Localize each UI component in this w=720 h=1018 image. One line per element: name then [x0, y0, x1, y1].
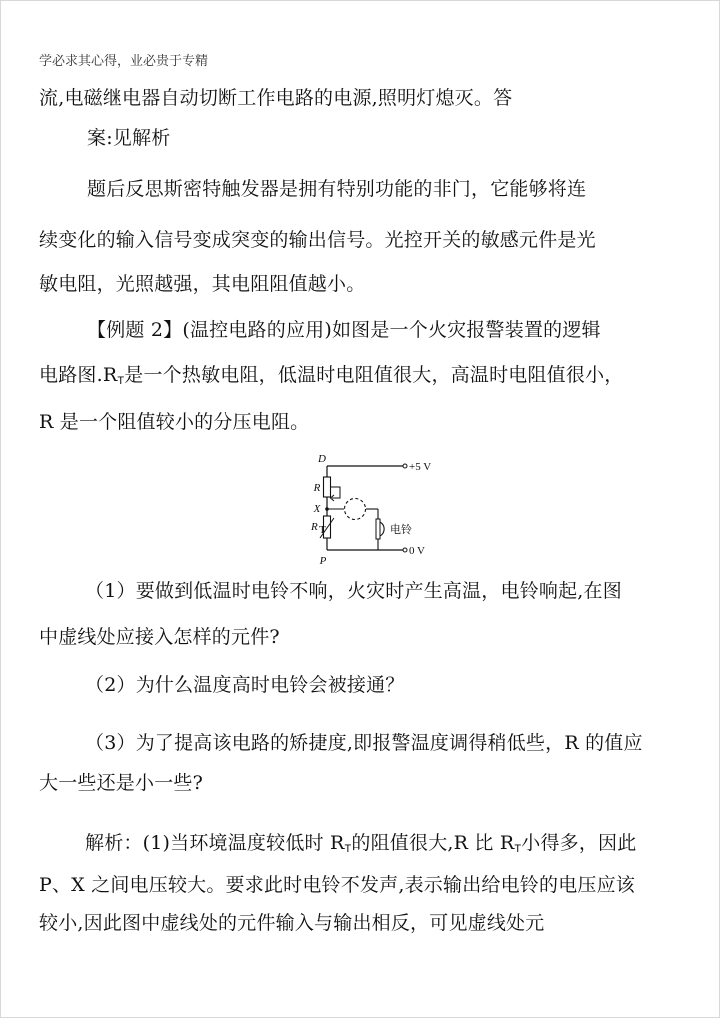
label-0v: 0 V [409, 545, 425, 557]
question-2-line: （2）为什么温度高时电铃会被接通？ [85, 674, 405, 696]
text-line-1: 流,电磁继电器自动切断工作电路的电源,照明灯熄灭。答 [39, 87, 513, 109]
label-rt-subscript: T [319, 524, 326, 536]
subscript-t: T [344, 843, 352, 855]
text-fragment: 电路图.R [39, 364, 118, 386]
text-fragment: 小得多，因此 [521, 832, 637, 854]
text-line-7 [39, 363, 623, 393]
subscript-t: T [117, 375, 125, 387]
label-rt: R [311, 521, 318, 533]
circuit-diagram [290, 450, 450, 585]
text-line-5: 敏电阻，光照越强，其电阻阻值越小。 [39, 273, 366, 295]
example-title-line: 【例题 2】(温控电路的应用)如图是一个火灾报警装置的逻辑 [87, 319, 601, 341]
page-header: 学必求其心得，业必贵于专精 [39, 54, 209, 69]
label-x: X [313, 503, 321, 515]
text-line-4: 续变化的输入信号变成突变的输出信号。光控开关的敏感元件是光 [39, 229, 596, 251]
subscript-t: T [514, 843, 522, 855]
analysis-line-3: 较小,因此图中虚线处的元件输入与输出相反，可见虚线处元 [39, 912, 545, 934]
text-fragment: 是一个热敏电阻，低温时电阻值很大，高温时电阻值很小， [124, 364, 624, 386]
label-d: D [318, 453, 326, 465]
analysis-line-1 [85, 831, 636, 861]
question-1-line-1: （1）要做到低温时电铃不响，火灾时产生高温，电铃响起,在图 [85, 580, 622, 602]
question-1-line-2: 中虚线处应接入怎样的元件? [39, 626, 280, 648]
text-line-2: 案:见解析 [87, 127, 171, 149]
question-3-line-2: 大一些还是小一些? [39, 772, 203, 794]
question-3-line-1: （3）为了提高该电路的矫捷度,即报警温度调得稍低些，R 的值应 [85, 732, 643, 754]
label-plus-5v: +5 V [409, 461, 432, 473]
label-r: R [313, 482, 321, 494]
analysis-line-2: P、X 之间电压较大。要求此时电铃不发声,表示输出给电铃的电压应该 [39, 874, 635, 896]
text-line-8: R 是一个阻值较小的分压电阻。 [39, 411, 310, 433]
label-bell: 电铃 [390, 524, 412, 536]
text-line-3: 题后反思斯密特触发器是拥有特别功能的非门，它能够将连 [87, 178, 587, 200]
text-fragment: 的阻值很大,R 比 R [351, 832, 515, 854]
label-p: P [319, 555, 327, 567]
text-fragment: 解析：(1)当环境温度较低时 R [85, 832, 345, 854]
